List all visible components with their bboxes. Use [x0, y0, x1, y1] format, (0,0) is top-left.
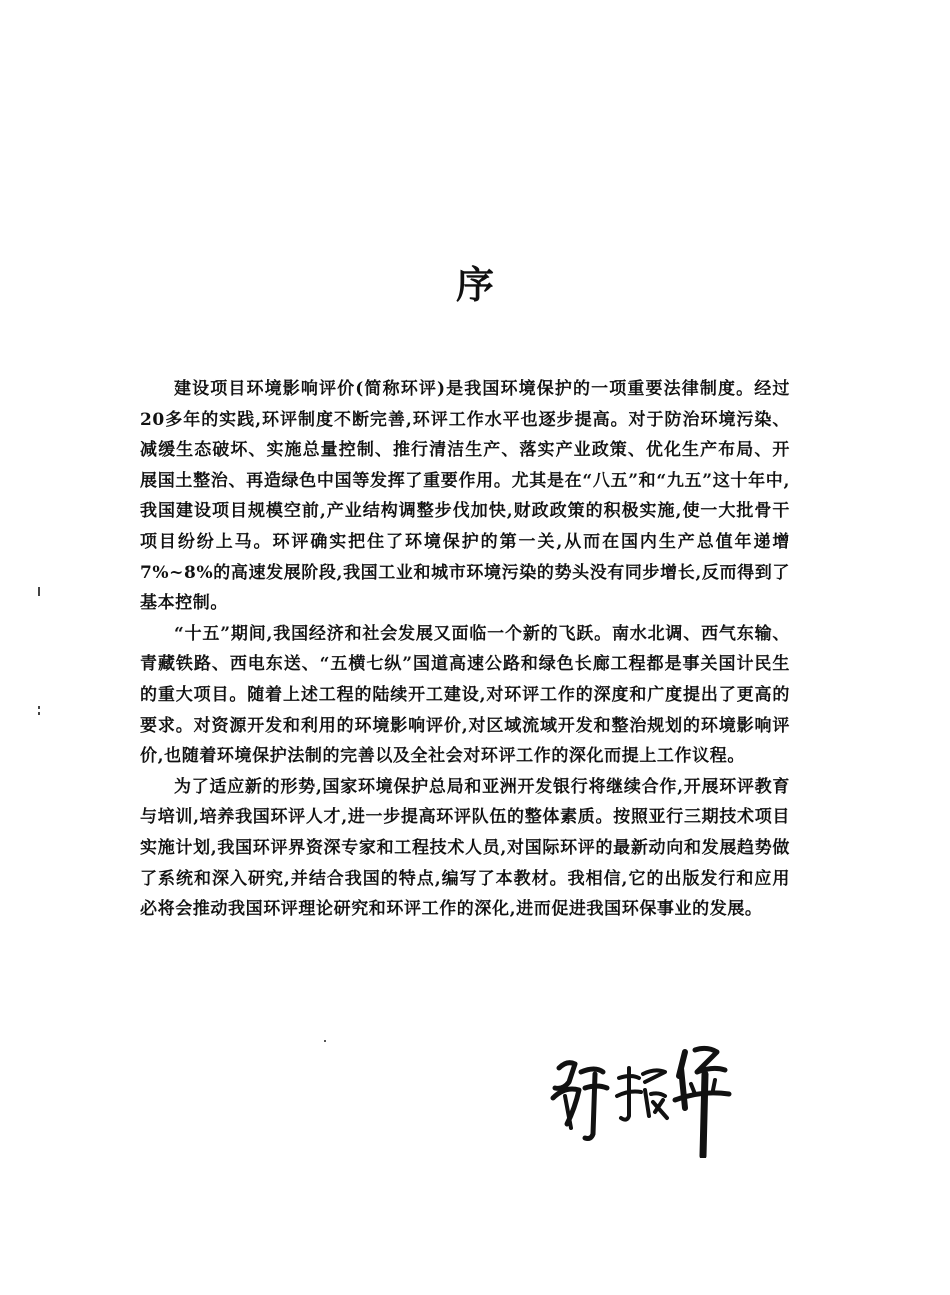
page-title: 序 — [455, 262, 494, 307]
margin-mark — [38, 712, 40, 715]
preface-body — [140, 374, 790, 925]
paragraph-3: 为了适应新的形势,国家环境保护总局和亚洲开发银行将继续合作,开展环评教育与培训,培养我国环评人才,进一步提高环评队伍的整体素质。按照亚行三期技术项目实施计划,我国环评界资深专家和工程技术人员,对国际环评的最新动向和发展趋势做了系统和深入研究,并结合我国的特点,编写了本教材。我相信,它的出版发行和应用必将会推动我国环评理论研究和环评工作的深化,进而促进我国环保事业的发展。 — [140, 776, 790, 920]
scan-speck — [324, 1040, 326, 1042]
margin-mark — [38, 587, 40, 596]
margin-mark — [38, 706, 40, 709]
paragraph-2: “十五”期间,我国经济和社会发展又面临一个新的飞跃。南水北调、西气东输、青藏铁路、西电东送、“五横七纵”国道高速公路和绿色长廊工程都是事关国计民生的重大项目。随着上述工程的陆续开工建设,对环评工作的深度和广度提出了更高的要求。对资源开发和利用的环境影响评价,对区域流域开发和整治规划的环境影响评价,也随着环境保护法制的完善以及全社会对环评工作的深化而提上工作议程。 — [140, 623, 790, 767]
handwritten-signature — [545, 1038, 735, 1158]
paragraph-1: 建设项目环境影响评价(简称环评)是我国环境保护的一项重要法律制度。经过20多年的实践,环评制度不断完善,环评工作水平也逐步提高。对于防治环境污染、减缓生态破坏、实施总量控制、推行清洁生产、落实产业政策、优化生产布局、开展国土整治、再造绿色中国等发挥了重要作用。尤其是在“八五”和“九五”这十年中,我国建设项目规模空前,产业结构调整步伐加快,财政政策的积极实施,使一大批骨干项目纷纷上马。环评确实把住了环境保护的第一关,从而在国内生产总值年递增7%~8%的高速发展阶段,我国工业和城市环境污染的势头没有同步增长,反而得到了基本控制。 — [140, 379, 790, 614]
